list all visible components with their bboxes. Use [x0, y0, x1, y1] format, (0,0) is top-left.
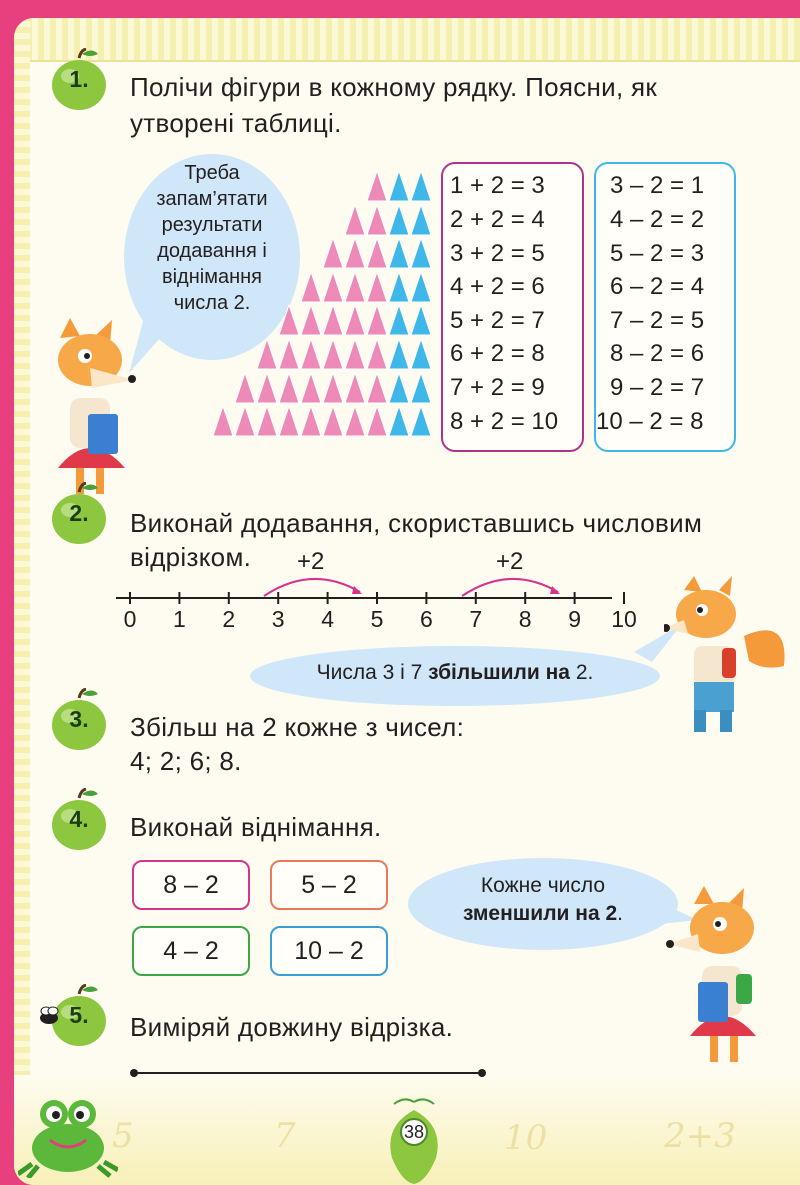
expression-box[interactable]: 8 – 2 — [132, 860, 250, 910]
addition-fact: 2 + 2 = 4 — [450, 206, 545, 233]
pink-triangle — [323, 272, 343, 302]
bubble-text-bold: зменшили на 2 — [462, 902, 618, 925]
bubble-line — [408, 900, 678, 928]
subtraction-fact: 4 – 2 = 2 — [610, 206, 705, 233]
bubble-line: Кожне число — [480, 874, 606, 897]
pink-triangle — [367, 238, 387, 268]
task-5-text: Виміряй довжину відрізка. — [130, 1012, 454, 1042]
number-line-tick-label: 9 — [568, 606, 581, 632]
bubble-text-part: 2. — [570, 661, 594, 684]
decorative-digit: 2+3 — [664, 1116, 736, 1156]
decorative-digit: 10 — [504, 1118, 548, 1158]
blue-triangle — [411, 373, 431, 403]
bubble-line: додавання і — [157, 240, 267, 262]
blue-triangle — [411, 238, 431, 268]
addition-fact: 8 + 2 = 10 — [450, 408, 559, 435]
pink-triangle — [367, 305, 387, 335]
bubble-text-part: . — [617, 902, 624, 925]
pink-triangle — [367, 171, 387, 201]
task-number-apple-icon — [50, 482, 108, 546]
number-line-tick-label: 1 — [172, 606, 186, 632]
triangle-row — [234, 372, 432, 404]
number-line-tick-label: 6 — [419, 606, 433, 632]
speech-bubble-text — [250, 661, 660, 685]
task-3-text-line-2: 4; 2; 6; 8. — [130, 746, 242, 776]
subtraction-fact: 5 – 2 = 3 — [610, 240, 705, 267]
expression-box[interactable]: 5 – 2 — [270, 860, 388, 910]
pink-triangle — [235, 373, 255, 403]
pink-triangle — [323, 373, 343, 403]
task-3-text-line-1: Збільш на 2 кожне з чисел: — [130, 712, 465, 742]
task-number: 4. — [69, 806, 89, 832]
subtraction-fact: 8 – 2 = 6 — [610, 340, 705, 367]
triangle-row — [322, 237, 432, 269]
pink-triangle — [301, 339, 321, 369]
task-number-apple-icon — [50, 688, 108, 752]
task-number-apple-icon — [50, 48, 108, 112]
triangle-row — [366, 170, 432, 202]
number-line-tick-label: 10 — [611, 606, 637, 632]
subtraction-fact: 9 – 2 = 7 — [610, 374, 705, 401]
addition-fact: 5 + 2 = 7 — [450, 307, 545, 334]
number-line-tick-label: 8 — [518, 606, 532, 632]
expression-box[interactable]: 4 – 2 — [132, 926, 250, 976]
fox-boy-illustration — [664, 576, 794, 736]
decorative-digit: 5 — [112, 1116, 134, 1156]
triangle-row — [300, 271, 432, 303]
task-2-text-line-2: відрізком. — [130, 542, 252, 572]
triangle-row — [256, 338, 432, 370]
pink-triangle — [301, 272, 321, 302]
addition-fact: 7 + 2 = 9 — [450, 374, 545, 401]
pink-triangle — [323, 305, 343, 335]
frog-illustration — [18, 1088, 118, 1178]
task-1-text-line-2: утворені таблиці. — [130, 108, 342, 138]
bubble-line: числа 2. — [173, 292, 251, 314]
blue-triangle — [389, 171, 409, 201]
pink-triangle — [323, 339, 343, 369]
triangle-row — [344, 204, 432, 236]
triangle-row — [212, 405, 432, 437]
pink-triangle — [279, 373, 299, 403]
speech-bubble-text — [408, 872, 678, 928]
pink-triangle — [367, 272, 387, 302]
fox-girl-illustration — [40, 318, 140, 498]
bee-icon — [36, 1004, 62, 1030]
left-border-strip — [14, 18, 30, 1185]
pink-triangle — [345, 339, 365, 369]
pink-triangle — [345, 406, 365, 436]
pink-triangle — [345, 373, 365, 403]
addition-fact: 3 + 2 = 5 — [450, 240, 545, 267]
pink-triangle — [301, 373, 321, 403]
blue-triangle — [389, 373, 409, 403]
number-line-tick-label: 2 — [222, 606, 236, 632]
expression-box[interactable]: 10 – 2 — [270, 926, 388, 976]
pink-triangle — [367, 205, 387, 235]
blue-triangle — [411, 171, 431, 201]
pink-triangle — [279, 339, 299, 369]
pink-triangle — [257, 339, 277, 369]
blue-triangle — [411, 272, 431, 302]
jump-label: +2 — [297, 548, 325, 575]
pink-triangle — [367, 406, 387, 436]
subtraction-fact: 3 – 2 = 1 — [610, 172, 705, 199]
pink-triangle — [367, 373, 387, 403]
blue-triangle — [411, 339, 431, 369]
pink-triangle — [301, 305, 321, 335]
blue-triangle — [389, 406, 409, 436]
triangle-row — [278, 304, 432, 336]
bubble-line: результати — [161, 214, 263, 236]
task-number-apple-icon — [50, 788, 108, 852]
pink-triangle — [345, 305, 365, 335]
bubble-line: Треба — [184, 162, 240, 184]
jump-label: +2 — [496, 548, 524, 575]
pink-triangle — [301, 406, 321, 436]
top-border-strip — [14, 18, 800, 62]
pink-triangle — [323, 238, 343, 268]
task-4-text: Виконай віднімання. — [130, 812, 382, 842]
blue-triangle — [411, 305, 431, 335]
subtraction-fact: 7 – 2 = 5 — [610, 307, 705, 334]
task-number: 2. — [69, 500, 89, 526]
page-number: 38 — [400, 1118, 428, 1146]
blue-triangle — [389, 305, 409, 335]
subtraction-fact: 6 – 2 = 4 — [610, 273, 705, 300]
measurement-segment — [128, 1066, 488, 1080]
decorative-digit: 7 — [274, 1116, 296, 1156]
pink-triangle — [213, 406, 233, 436]
fox-girl-illustration — [664, 886, 774, 1066]
pink-triangle — [257, 406, 277, 436]
pink-triangle — [279, 406, 299, 436]
number-line-tick-label: 5 — [370, 606, 384, 632]
bubble-line: віднімання — [161, 266, 263, 288]
addition-fact: 4 + 2 = 6 — [450, 273, 545, 300]
task-number: 5. — [69, 1002, 89, 1028]
addition-fact: 1 + 2 = 3 — [450, 172, 545, 199]
task-number: 1. — [69, 66, 89, 92]
task-number: 3. — [69, 706, 89, 732]
number-line-tick-label: 7 — [469, 606, 483, 632]
blue-triangle — [389, 205, 409, 235]
number-line-tick-label: 4 — [321, 606, 334, 632]
number-line-tick-label: 3 — [271, 606, 285, 632]
pink-triangle — [345, 205, 365, 235]
subtraction-fact: 10 – 2 = 8 — [596, 408, 704, 435]
pink-triangle — [257, 373, 277, 403]
pink-triangle — [345, 238, 365, 268]
pink-triangle — [279, 305, 299, 335]
pink-triangle — [367, 339, 387, 369]
bubble-line: запам’ятати — [156, 188, 268, 210]
blue-triangle — [411, 205, 431, 235]
bubble-text-part: Числа 3 і 7 — [316, 661, 429, 684]
blue-triangle — [389, 339, 409, 369]
task-1-text-line-1: Полічи фігури в кожному рядку. Поясни, як — [130, 72, 658, 102]
speech-bubble-text — [124, 160, 300, 316]
addition-fact: 6 + 2 = 8 — [450, 340, 545, 367]
pink-triangle — [235, 406, 255, 436]
task-2-text-line-1: Виконай додавання, скориставшись числовим — [130, 508, 703, 538]
page — [14, 18, 800, 1185]
bubble-text-bold: збільшили на — [428, 661, 570, 684]
blue-triangle — [411, 406, 431, 436]
blue-triangle — [389, 272, 409, 302]
pink-triangle — [345, 272, 365, 302]
pink-triangle — [323, 406, 343, 436]
blue-triangle — [389, 238, 409, 268]
number-line-tick-label: 0 — [123, 606, 137, 632]
